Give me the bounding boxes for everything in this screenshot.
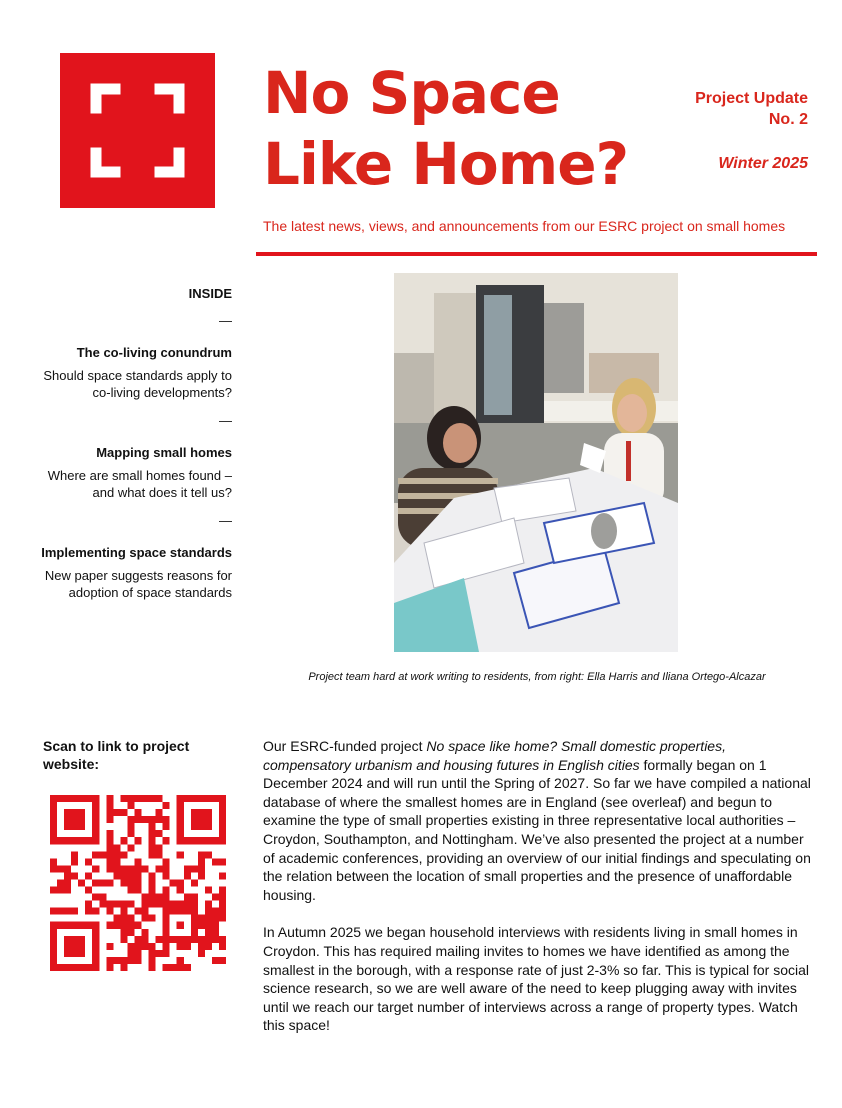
paragraph-text: Our ESRC-funded project [263, 738, 427, 754]
toc-item-desc: New paper suggests reasons for adoption of space standards [44, 568, 232, 600]
title-line-2: Like Home? [263, 130, 629, 198]
qr-label: Scan to link to project website: [43, 738, 190, 772]
title-line-1: No Space [263, 59, 560, 127]
inside-heading: INSIDE [188, 286, 232, 301]
project-title-italic: No space like home? Small domestic properties, compensatory urbanism and housing futures in English cities [263, 738, 726, 773]
issue-label [695, 88, 808, 130]
toc-divider: — [219, 313, 232, 328]
issue-season: Winter 2025 [718, 155, 808, 172]
toc-divider: — [219, 513, 232, 528]
team-photo [394, 273, 678, 652]
toc-item-title[interactable]: Mapping small homes [96, 445, 232, 460]
toc-item-title[interactable]: Implementing space standards [41, 545, 232, 560]
project-update-label: Project Update [695, 90, 808, 107]
inside-toc [40, 286, 232, 601]
toc-item-desc: Where are small homes found – and what does it tell us? [47, 468, 232, 500]
photo-caption: Project team hard at work writing to residents, from right: Ella Harris and Iliana Ortego-Alcazar [308, 671, 766, 683]
logo [60, 53, 215, 208]
toc-divider: — [219, 413, 232, 428]
qr-code-icon[interactable] [50, 795, 226, 971]
tagline: The latest news, views, and announcements from our ESRC project on small homes [263, 218, 786, 234]
paragraph-1 [263, 737, 811, 904]
paragraph-text: formally began on 1 December 2024 and will run until the Spring of 2027. So far we have compiled a national database of where the smallest homes are in England (see overleaf) and begun to examine the type of small properties existing in three representative local authorities – Croydon, Southampton, and Nottingham. We’ve also presented the project at a number of academic conferences, providing an overview of our initial findings and speculating on the relation between the location of small properties and the presence of unaffordable housing. [263, 756, 811, 903]
paragraph-2: In Autumn 2025 we began household interviews with residents living in small homes in Croydon. This has required mailing invites to homes we have identified as among the smallest in the borough, with a response rate of just 2-3% so far. This is typical for social science research, so we are well aware of the need to keep plugging away with invites until we reach our target number of interviews across a range of property types. Watch this space! [263, 924, 809, 1034]
page-title [263, 58, 628, 200]
toc-item-desc: Should space standards apply to co-living developments? [43, 368, 232, 400]
issue-number: No. 2 [768, 111, 808, 128]
toc-item-title[interactable]: The co-living conundrum [76, 345, 232, 360]
header-divider [256, 252, 817, 256]
article-body [263, 737, 811, 1054]
bracket-frame-icon [60, 53, 215, 208]
